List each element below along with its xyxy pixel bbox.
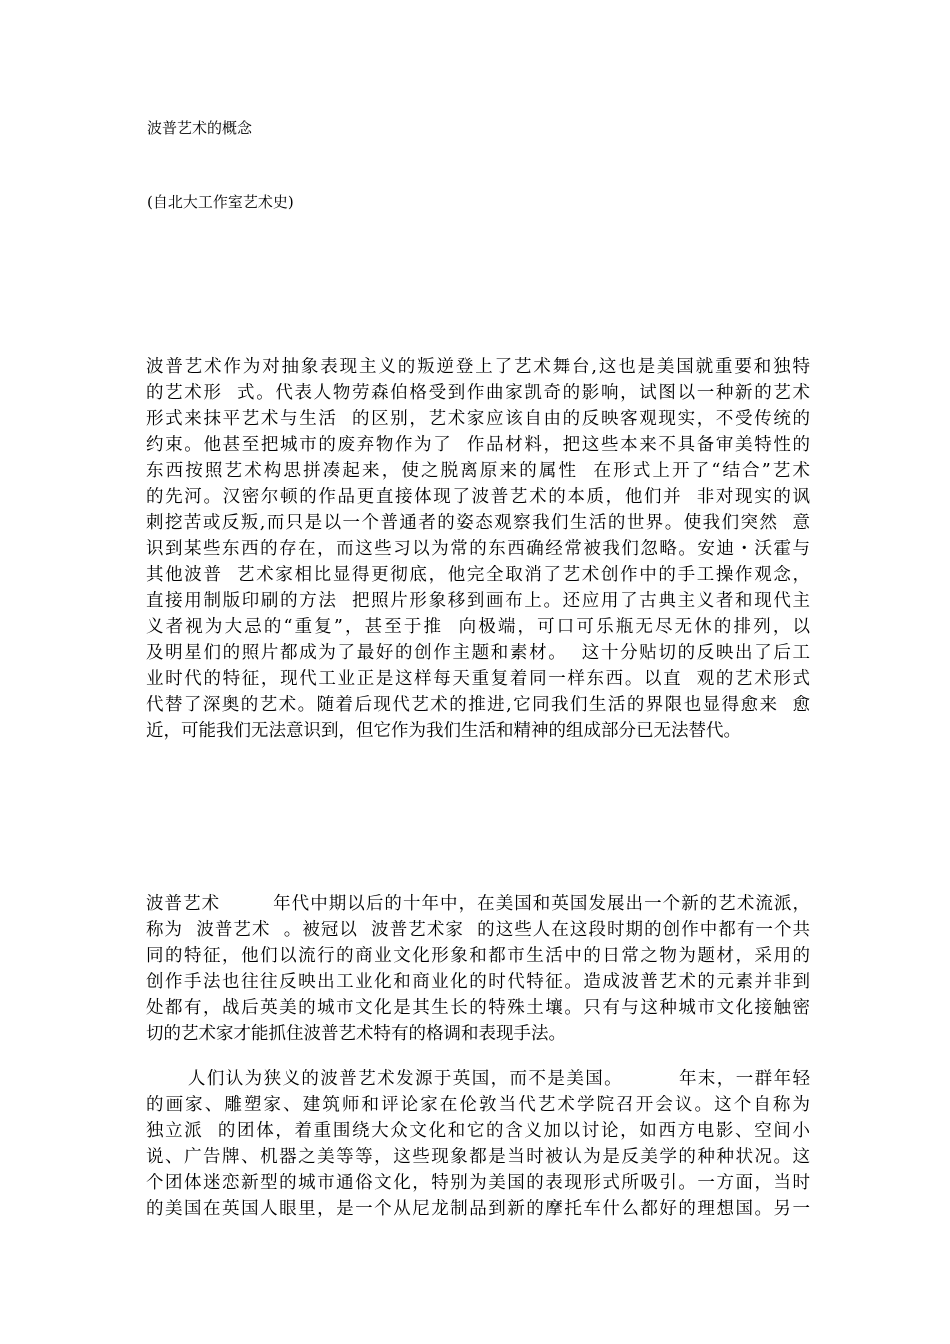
text-line: 创作手法也往往反映出工业化和商业化的时代特征。造成波普艺术的元素并非到 — [146, 972, 810, 992]
text-line: 人们认为狭义的波普艺术发源于英国，而不是美国。 年末，一群年轻 — [146, 1069, 810, 1089]
text-line: 的艺术形 式。代表人物劳森伯格受到作曲家凯奇的影响，试图以一种新的艺术 — [146, 383, 810, 403]
text-line: 识到某些东西的存在，而这些习以为常的东西确经常被我们忽略。安迪・沃霍与 — [146, 539, 810, 559]
text-line: 直接用制版印刷的方法 把照片形象移到画布上。还应用了古典主义者和现代主 — [146, 591, 810, 611]
text-line: 说、广告牌、机器之美等等，这些现象都是当时被认为是反美学的种种状况。这 — [146, 1147, 810, 1167]
text-line: 刺挖苦或反叛,而只是以一个普通者的姿态观察我们生活的世界。使我们突然 意 — [146, 513, 810, 533]
text-line: 波普艺术作为对抽象表现主义的叛逆登上了艺术舞台,这也是美国就重要和独特 — [146, 357, 810, 377]
text-line: 的画家、雕塑家、建筑师和评论家在伦敦当代艺术学院召开会议。这个自称为 — [146, 1095, 810, 1115]
text-line: 业时代的特征，现代工业正是这样每天重复着同一样东西。以直 观的艺术形式 — [146, 669, 810, 689]
text-line: 近，可能我们无法意识到，但它作为我们生活和精神的组成部分已无法替代。 — [146, 721, 741, 741]
text-line: 称为 波普艺术 。被冠以 波普艺术家 的这些人在这段时期的创作中都有一个共 — [146, 920, 810, 940]
text-line: 的先河。汉密尔顿的作品更直接体现了波普艺术的本质，他们并 非对现实的讽 — [146, 487, 810, 507]
paragraph-pop-art-origin-britain — [146, 1066, 810, 1222]
text-line: 波普艺术 年代中期以后的十年中，在美国和英国发展出一个新的艺术流派， — [146, 894, 810, 914]
text-line: 的美国在英国人眼里，是一个从尼龙制品到新的摩托车什么都好的理想国。另一 — [146, 1199, 810, 1219]
text-line: 切的艺术家才能抓住波普艺术特有的格调和表现手法。 — [146, 1024, 566, 1044]
paragraph-pop-art-rebellion — [146, 354, 810, 744]
text-line: 处都有，战后英美的城市文化是其生长的特殊土壤。只有与这种城市文化接触密 — [146, 998, 810, 1018]
text-line: 义者视为大忌的“重复”，甚至于推 向极端，可口可乐瓶无尽无休的排列，以 — [146, 617, 810, 637]
document-source-note: (自北大工作室艺术史) — [147, 193, 294, 211]
text-line: 代替了深奥的艺术。随着后现代艺术的推进,它同我们生活的界限也显得愈来 愈 — [146, 695, 810, 715]
text-line: 其他波普 艺术家相比显得更彻底，他完全取消了艺术创作中的手工操作观念， — [146, 565, 810, 585]
text-line: 形式来抹平艺术与生活 的区别，艺术家应该自由的反映客观现实，不受传统的 — [146, 409, 810, 429]
text-line: 同的特征，他们以流行的商业文化形象和都市生活中的日常之物为题材，采用的 — [146, 946, 810, 966]
text-line: 独立派 的团体，着重围绕大众文化和它的含义加以讨论，如西方电影、空间小 — [146, 1121, 810, 1141]
text-line: 东西按照艺术构思拼凑起来，使之脱离原来的属性 在形式上开了“结合”艺术 — [146, 461, 810, 481]
text-line: 及明星们的照片都成为了最好的创作主题和素材。 这十分贴切的反映出了后工 — [146, 643, 810, 663]
text-line: 个团体迷恋新型的城市通俗文化，特别为美国的表现形式所吸引。一方面，当时 — [146, 1173, 810, 1193]
text-line: 约束。他甚至把城市的废弃物作为了 作品材料，把这些本来不具备审美特性的 — [146, 435, 810, 455]
document-title: 波普艺术的概念 — [147, 119, 253, 137]
paragraph-pop-art-definition — [146, 891, 810, 1047]
